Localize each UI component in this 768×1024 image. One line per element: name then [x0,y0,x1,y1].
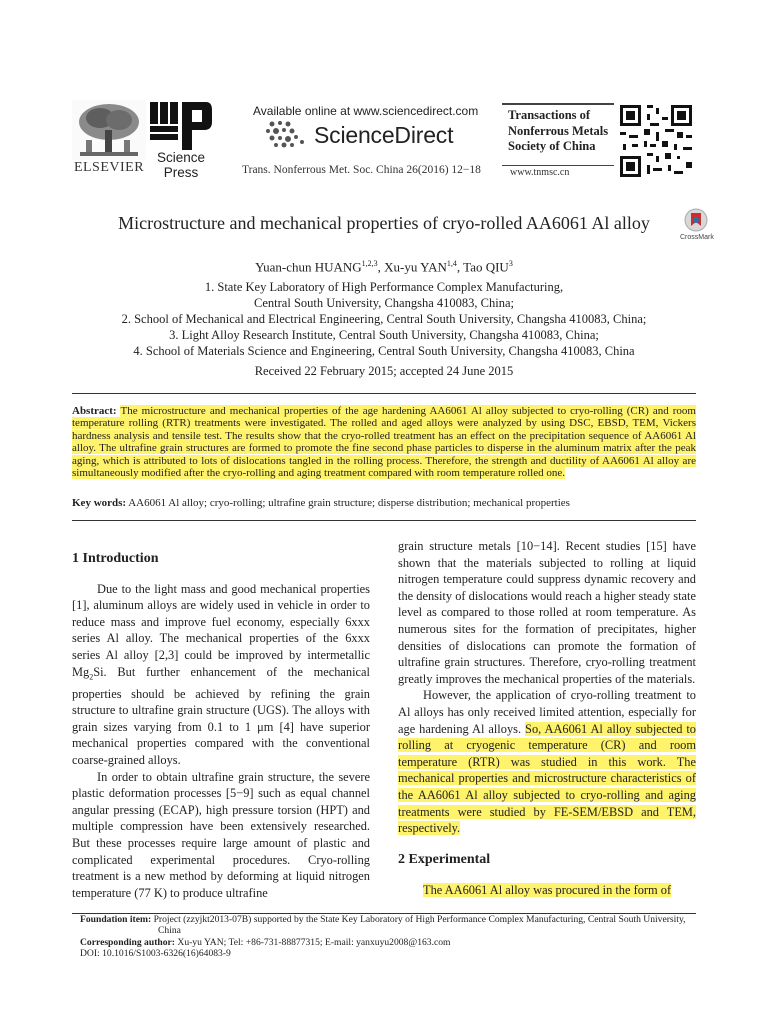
journal-reference: Trans. Nonferrous Met. Soc. China 26(2016) 12−18 [242,164,481,176]
author-affiliation-sup: 1,2,3 [361,259,378,268]
author-name: Xu-yu YAN [384,259,447,275]
tnms-title-line2: Nonferrous Metals [508,123,609,138]
foundation-label: Foundation item: [80,914,152,925]
science-press-label-line2: Press [163,165,199,180]
foundation-footnote [80,914,696,926]
section-heading-experimental: 2 Experimental [398,851,491,867]
tnms-url: www.tnmsc.cn [510,167,570,178]
author-affiliation-sup: 3 [508,259,513,268]
tnms-bottom-rule [502,165,614,166]
intro-paragraph-2: In order to obtain ultrafine grain structure, the severe plastic deformation processes [5−9] such as equal channel angular pressing (ECAP), high pressure torsion (HPT) and multiple compression have been extensively researched. But these processes require large amount of plastic and complicated experimental procedures. Cryo-rolling treatment is a new method by deforming at liquid nitrogen temperature (77 K) to produce ultrafine [72,769,370,900]
affiliation-3: 3. Light Alloy Research Institute, Central South University, Changsha 410083, China; [169,328,599,342]
author-affiliation-sup: 1,4 [446,259,457,268]
keywords-value: AA6061 Al alloy; cryo-rolling; ultrafine grain structure; disperse distribution; mechanical properties [128,497,570,509]
author-name: Yuan-chun HUANG [255,259,362,275]
abstract [72,405,696,479]
left-column [72,551,370,901]
subscript: 2 [89,672,94,682]
keywords-label: Key words: [72,497,127,509]
qr-code-icon [617,102,695,180]
sciencedirect-dots-icon [262,118,314,150]
abstract-bottom-rule [72,520,696,521]
keywords [72,497,696,509]
tnms-title [508,108,608,155]
science-press-label [150,150,212,180]
corresponding-text: Xu-yu YAN; Tel: +86-731-88877315; E-mail: yanxuyu2008@163.com [177,937,451,948]
tnms-title-line1: Transactions of [508,108,591,122]
affiliation-4: 4. School of Materials Science and Engineering, Central South University, Changsha 410083, China [133,344,635,358]
author-name: Tao QIU [463,259,509,275]
crossmark-icon[interactable] [684,208,708,232]
intro-p1-text: Due to the light mass and good mechanical properties [1], aluminum alloys are widely used in vehicle in order to reduce mass and improve fuel economy, especially 6xxx series Al alloy. The mechanical properties of the 6xxx series Al alloy [2,3] could be improved by intermetallic Mg [72,581,370,679]
tnms-title-line3: Society of China [508,139,596,153]
highlighted-text: So, AA6061 Al alloy subjected to rolling at cryogenic temperature (CR) and room temperature (RTR) was studied in this work. The mechanical properties and microstructure characteristics of the AA6061 Al alloy subjected to cryo-rolling and aging treatments were studied by FE-SEM/EBSD and TEM, respectively. [398,721,697,836]
elsevier-label: ELSEVIER [73,160,145,175]
author-list: Yuan-chun HUANG$^{1,2,3}$, Xu-yu YAN$^{1,4}$, Tao QIU$^3$ [255,259,513,275]
crossmark-label: CrossMark [680,234,714,241]
abstract-text: The microstructure and mechanical properties of the age hardening AA6061 Al alloy subjected to cryo-rolling (CR) and room temperature rolling (RTR) treatments were investigated. The rolled and aged alloys were analyzed by using DSC, EBSD, TEM, Vickers hardness analysis and tensile test. The results show that the cryo-rolled treatment has an effect on the precipitation sequence of AA6061 Al alloy. The ultrafine grain structures are formed to promote the fine second phase particles to disperse in the aluminum matrix after the peak aging, which is attributed to lots of dislocations tangled in the rolling process. Therefore, the strength and ductility of AA6061 Al alloy are simultaneously modified after the cryo-rolling and aging treatment compared with room temperature rolled one. [72,405,696,480]
affiliation-2: 2. School of Mechanical and Electrical Engineering, Central South University, Changsha 410083, China; [121,312,647,326]
affiliation-1-line1: 1. State Key Laboratory of High Performance Complex Manufacturing, [204,280,564,294]
article-title: Microstructure and mechanical properties of cryo-rolled AA6061 Al alloy [118,213,650,233]
abstract-label: Abstract: [72,405,117,417]
sciencedirect-label: ScienceDirect [314,122,454,148]
tnms-top-rule [502,103,614,105]
foundation-text: Project (zzyjkt2013-07B) supported by the State Key Laboratory of High Performance Complex Manufacturing, Central South University, [153,914,686,925]
intro-paragraph-4 [398,687,696,836]
foundation-footnote-cont: China [158,925,181,936]
intro-p4-text: However, the application of cryo-rolling treatment to Al alloys has only received limited attention, especially for age hardening Al alloys. [398,688,696,736]
intro-paragraph-1 [72,581,370,769]
affiliation-1-line2: Central South University, Changsha 410083, China; [254,296,514,310]
intro-paragraph-3: grain structure metals [10−14]. Recent studies [15] have shown that the materials subjected to rolling at liquid nitrogen temperature could suppress dynamic recovery and the density of dislocations would reach a higher steady state level as compared to those rolled at room temperature. As numerous sites for the formation of precipitates, higher densities of dislocations can promote the formation of ultrafine grain structures. Therefore, cryo-rolling treatment greatly improves the mechanical properties of the materials. [398,539,696,686]
received-dates: Received 22 February 2015; accepted 24 June 2015 [254,364,514,378]
doi: DOI: 10.1016/S1003-6326(16)64083-9 [80,948,231,959]
science-press-logo [148,100,214,152]
section-heading-introduction: 1 Introduction [72,551,159,566]
science-press-label-line1: Science [156,150,206,165]
available-online-text: Available online at www.sciencedirect.com [253,104,479,118]
corresponding-footnote [80,937,696,949]
abstract-top-rule [72,393,696,394]
highlighted-text: The AA6061 Al alloy was procured in the form of [423,883,672,898]
right-column [398,538,696,899]
intro-p1-text-cont: Si. But further enhancement of the mechanical properties should be achieved by refining the grain structure to ultrafine grain structure (UGS). The alloys with grain sizes varying from 0.1 to 1 μm [4] have superior mechanical properties compared with the conventional coarse-grained alloys. [72,664,370,767]
experimental-paragraph-1 [398,882,696,899]
corresponding-label: Corresponding author: [80,937,175,948]
